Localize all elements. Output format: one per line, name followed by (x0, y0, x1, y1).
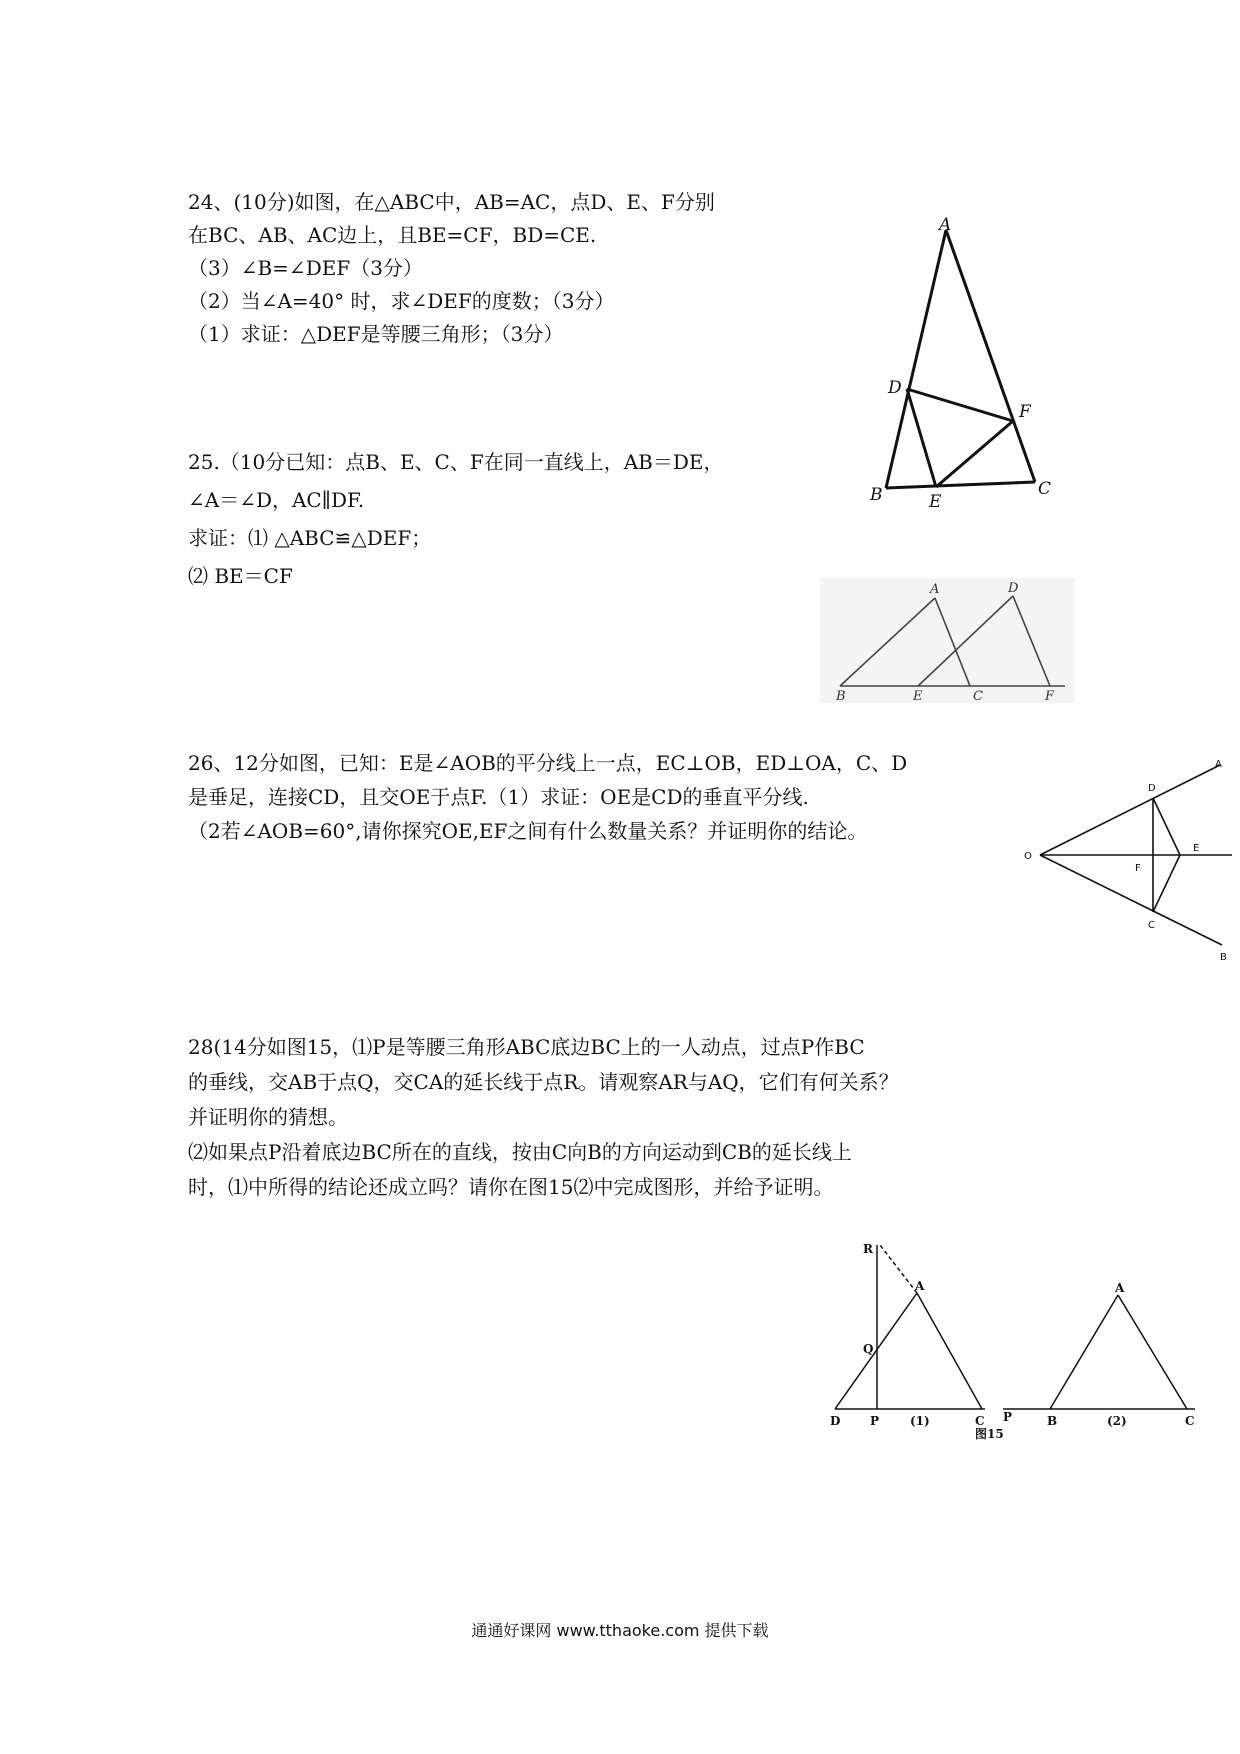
fig26-segment-de (1153, 798, 1180, 855)
fig28-2-side-ac (1118, 1295, 1187, 1409)
fig26-label-o: O (1024, 851, 1032, 862)
q24-line-1: 24、(10分)如图，在△ABC中，AB=AC，点D、E、F分别 (188, 190, 715, 214)
fig25-label-f: F (1045, 689, 1055, 704)
fig28-1-label-q: Q (863, 1342, 874, 1356)
figure-24-svg (860, 210, 1080, 510)
q25-line-4: ⑵ BE＝CF (188, 564, 293, 588)
page-footer: 通通好课网 www.tthaoke.com 提供下载 (471, 1621, 769, 1640)
fig25-label-b: B (836, 689, 846, 704)
fig26-ray-oa (1040, 765, 1220, 855)
fig25-label-c: C (973, 689, 983, 704)
figure-24 (860, 210, 1080, 510)
fig28-caption: 图15 (975, 1427, 1004, 1441)
fig26-label-a: A (1215, 759, 1222, 770)
fig24-label-c: C (1038, 479, 1052, 499)
fig28-1-label-a: A (915, 1279, 925, 1293)
fig24-segment-ef (936, 421, 1013, 487)
figure-25-svg (820, 578, 1075, 703)
q24-line-2: 在BC、AB、AC边上，且BE=CF，BD=CE. (188, 223, 597, 247)
fig24-segment-df (907, 389, 1013, 421)
fig25-segment-df (1013, 596, 1050, 686)
figure-28 (825, 1235, 1220, 1450)
fig24-side-ab (886, 230, 946, 488)
fig25-segment-ab (840, 598, 935, 686)
fig26-label-e: E (1193, 843, 1200, 854)
fig24-label-a: A (939, 215, 952, 235)
fig25-label-a: A (930, 582, 940, 597)
q26-line-2: 是垂足，连接CD，且交OE于点F.（1）求证：OE是CD的垂直平分线. (188, 785, 809, 809)
fig25-label-d: D (1008, 581, 1019, 596)
fig28-2-side-ba (1050, 1295, 1118, 1409)
fig26-ray-ob (1040, 855, 1222, 945)
fig28-1-label-number: (1) (910, 1414, 930, 1428)
figure-26 (1010, 755, 1235, 963)
question-25 (188, 443, 724, 595)
fig28-2-label-number: (2) (1107, 1414, 1127, 1428)
fig26-segment-ce (1153, 855, 1180, 912)
fig24-label-b: B (870, 485, 883, 505)
fig28-2-label-p: P (1003, 1410, 1013, 1424)
question-28 (188, 1030, 899, 1205)
fig24-segment-de (907, 389, 936, 487)
figure-26-svg (1010, 755, 1235, 963)
fig28-1-extension-ca (880, 1245, 917, 1293)
q28-line-2: 的垂线，交AB于点Q，交CA的延长线于点R。请观察AR与AQ，它们有何关系？ (188, 1070, 899, 1094)
q25-line-1: 25.（10分已知：点B、E、C、F在同一直线上，AB＝DE， (188, 450, 724, 474)
q24-line-5: （1）求证：△DEF是等腰三角形；（3分） (188, 322, 564, 346)
fig25-segment-ed (918, 596, 1013, 686)
fig28-2-label-a: A (1115, 1281, 1125, 1295)
fig28-1-label-c: C (975, 1414, 985, 1428)
fig26-label-c: C (1148, 920, 1155, 931)
q26-line-3: （2若∠AOB=60°,请你探究OE,EF之间有什么数量关系？并证明你的结论。 (188, 819, 868, 843)
q28-line-3: 并证明你的猜想。 (188, 1105, 348, 1129)
fig24-side-ac (946, 230, 1035, 482)
question-24 (188, 186, 715, 351)
q26-line-1: 26、12分如图，已知：E是∠AOB的平分线上一点，EC⊥OB，ED⊥OA，C、D (188, 751, 908, 775)
fig28-1-side-ac (917, 1293, 982, 1409)
fig28-1-side-ba (835, 1293, 917, 1409)
q24-line-3: （3）∠B=∠DEF（3分） (188, 256, 423, 280)
fig24-label-d: D (888, 378, 902, 398)
fig28-1-label-p: P (870, 1414, 880, 1428)
fig25-label-e: E (913, 689, 923, 704)
fig28-1-label-d: D (830, 1414, 841, 1428)
fig26-label-f: F (1135, 863, 1141, 874)
q25-line-3: 求证：⑴ △ABC≌△DEF； (188, 526, 432, 550)
fig24-label-e: E (929, 492, 942, 512)
figure-28-svg (825, 1235, 1220, 1450)
fig26-label-b: B (1220, 952, 1227, 963)
q25-line-2: ∠A＝∠D，AC∥DF. (188, 488, 365, 512)
figure-25 (820, 578, 1075, 703)
fig24-label-f: F (1019, 402, 1031, 422)
question-26 (188, 746, 907, 848)
q28-line-5: 时，⑴中所得的结论还成立吗？请你在图15⑵中完成图形，并给予证明。 (188, 1175, 834, 1199)
fig28-2-label-c: C (1185, 1414, 1195, 1428)
fig26-label-d: D (1148, 783, 1156, 794)
fig24-side-bc (886, 482, 1035, 488)
q24-line-4: （2）当∠A=40° 时，求∠DEF的度数；（3分） (188, 289, 615, 313)
fig28-1-label-r: R (863, 1242, 873, 1256)
fig28-2-label-b: B (1047, 1414, 1058, 1428)
q28-line-4: ⑵如果点P沿着底边BC所在的直线，按由C向B的方向运动到CB的延长线上 (188, 1140, 852, 1164)
q28-line-1: 28(14分如图15，⑴P是等腰三角形ABC底边BC上的一人动点，过点P作BC (188, 1035, 865, 1059)
